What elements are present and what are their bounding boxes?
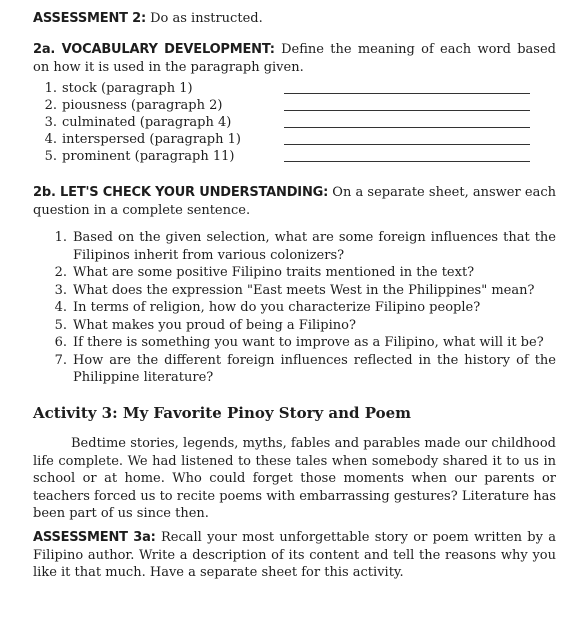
activity-3-title: Activity 3: My Favorite Pinoy Story and Poem [33, 404, 412, 422]
question-number: 3. [54, 282, 67, 298]
question-item [33, 299, 556, 317]
answer-line[interactable] [284, 81, 530, 94]
question-text: What are some positive Filipino traits mentioned in the text? [73, 265, 475, 280]
vocab-item-word: stock (paragraph 1) [62, 80, 193, 96]
question-text: If there is something you want to improve as a Filipino, what will it be? [73, 335, 544, 350]
question-item [33, 317, 556, 335]
vocab-item-number: 4. [44, 131, 57, 147]
vocabulary-instructions [33, 41, 556, 76]
vocab-item [29, 80, 552, 97]
assessment-3a [33, 529, 556, 582]
vocab-item-number: 2. [44, 97, 57, 113]
question-list [33, 229, 556, 387]
question-item [33, 229, 556, 264]
assessment-3a-text: Recall your most unforgettable story or poem written by a Filipino author. Write a description of its content and tell the reasons why you like it that much. Have a separate sheet for this activity. [33, 530, 556, 580]
question-number: 5. [54, 317, 67, 333]
question-text: Based on the given selection, what are some foreign influences that the Filipinos inherit from various colonizers? [73, 230, 556, 263]
understanding-instruction-text: On a separate sheet, answer each question in a complete sentence. [33, 185, 556, 218]
vocab-item-word: interspersed (paragraph 1) [62, 131, 241, 147]
vocabulary-list [29, 80, 552, 165]
question-text: In terms of religion, how do you characterize Filipino people? [73, 300, 481, 315]
vocab-item-word: piousness (paragraph 2) [62, 97, 223, 113]
vocab-item [29, 131, 552, 148]
vocab-item-word: culminated (paragraph 4) [62, 114, 232, 130]
vocab-item [29, 97, 552, 114]
question-number: 6. [54, 335, 67, 350]
question-text: What makes you proud of being a Filipino? [73, 317, 356, 333]
understanding-instructions [33, 184, 556, 219]
question-number: 4. [54, 300, 67, 315]
vocabulary-label: 2a. VOCABULARY DEVELOPMENT: [33, 42, 275, 57]
assessment-2-heading [33, 10, 556, 28]
question-number: 7. [54, 352, 67, 368]
understanding-label: 2b. LET'S CHECK YOUR UNDERSTANDING: [33, 185, 329, 200]
vocab-item [29, 114, 552, 131]
activity-3-paragraph: Bedtime stories, legends, myths, fables and parables made our childhood life complete. We had listened to these tales when somebody shared it to us in school or at home. Who could forget those moments when our parents or teachers forced us to recite poems with embarrassing gestures? Literature has been part of us since then. [33, 436, 556, 521]
assessment-3a-label: ASSESSMENT 3a: [33, 530, 156, 545]
question-number: 1. [54, 230, 67, 245]
vocabulary-instruction-text: Define the meaning of each word based on how it is used in the paragraph given. [33, 42, 556, 75]
answer-line[interactable] [284, 115, 530, 128]
vocab-item-number: 1. [44, 80, 57, 96]
assessment-2-instruction: Do as instructed. [150, 11, 263, 26]
vocab-item-number: 3. [44, 114, 57, 130]
question-item [33, 334, 556, 352]
answer-line[interactable] [284, 132, 530, 145]
answer-line[interactable] [284, 149, 530, 162]
assessment-2-label: ASSESSMENT 2: [33, 11, 146, 26]
answer-line[interactable] [284, 98, 530, 111]
vocab-item [29, 148, 552, 165]
question-item [33, 282, 556, 300]
question-number: 2. [54, 265, 67, 280]
question-item [33, 352, 556, 387]
question-text: How are the different foreign influences reflected in the history of the Philippine literature? [73, 352, 556, 385]
vocab-item-word: prominent (paragraph 11) [62, 148, 235, 164]
question-text: What does the expression "East meets West in the Philippines" mean? [73, 282, 535, 298]
vocab-item-number: 5. [44, 148, 57, 164]
question-item [33, 264, 556, 282]
